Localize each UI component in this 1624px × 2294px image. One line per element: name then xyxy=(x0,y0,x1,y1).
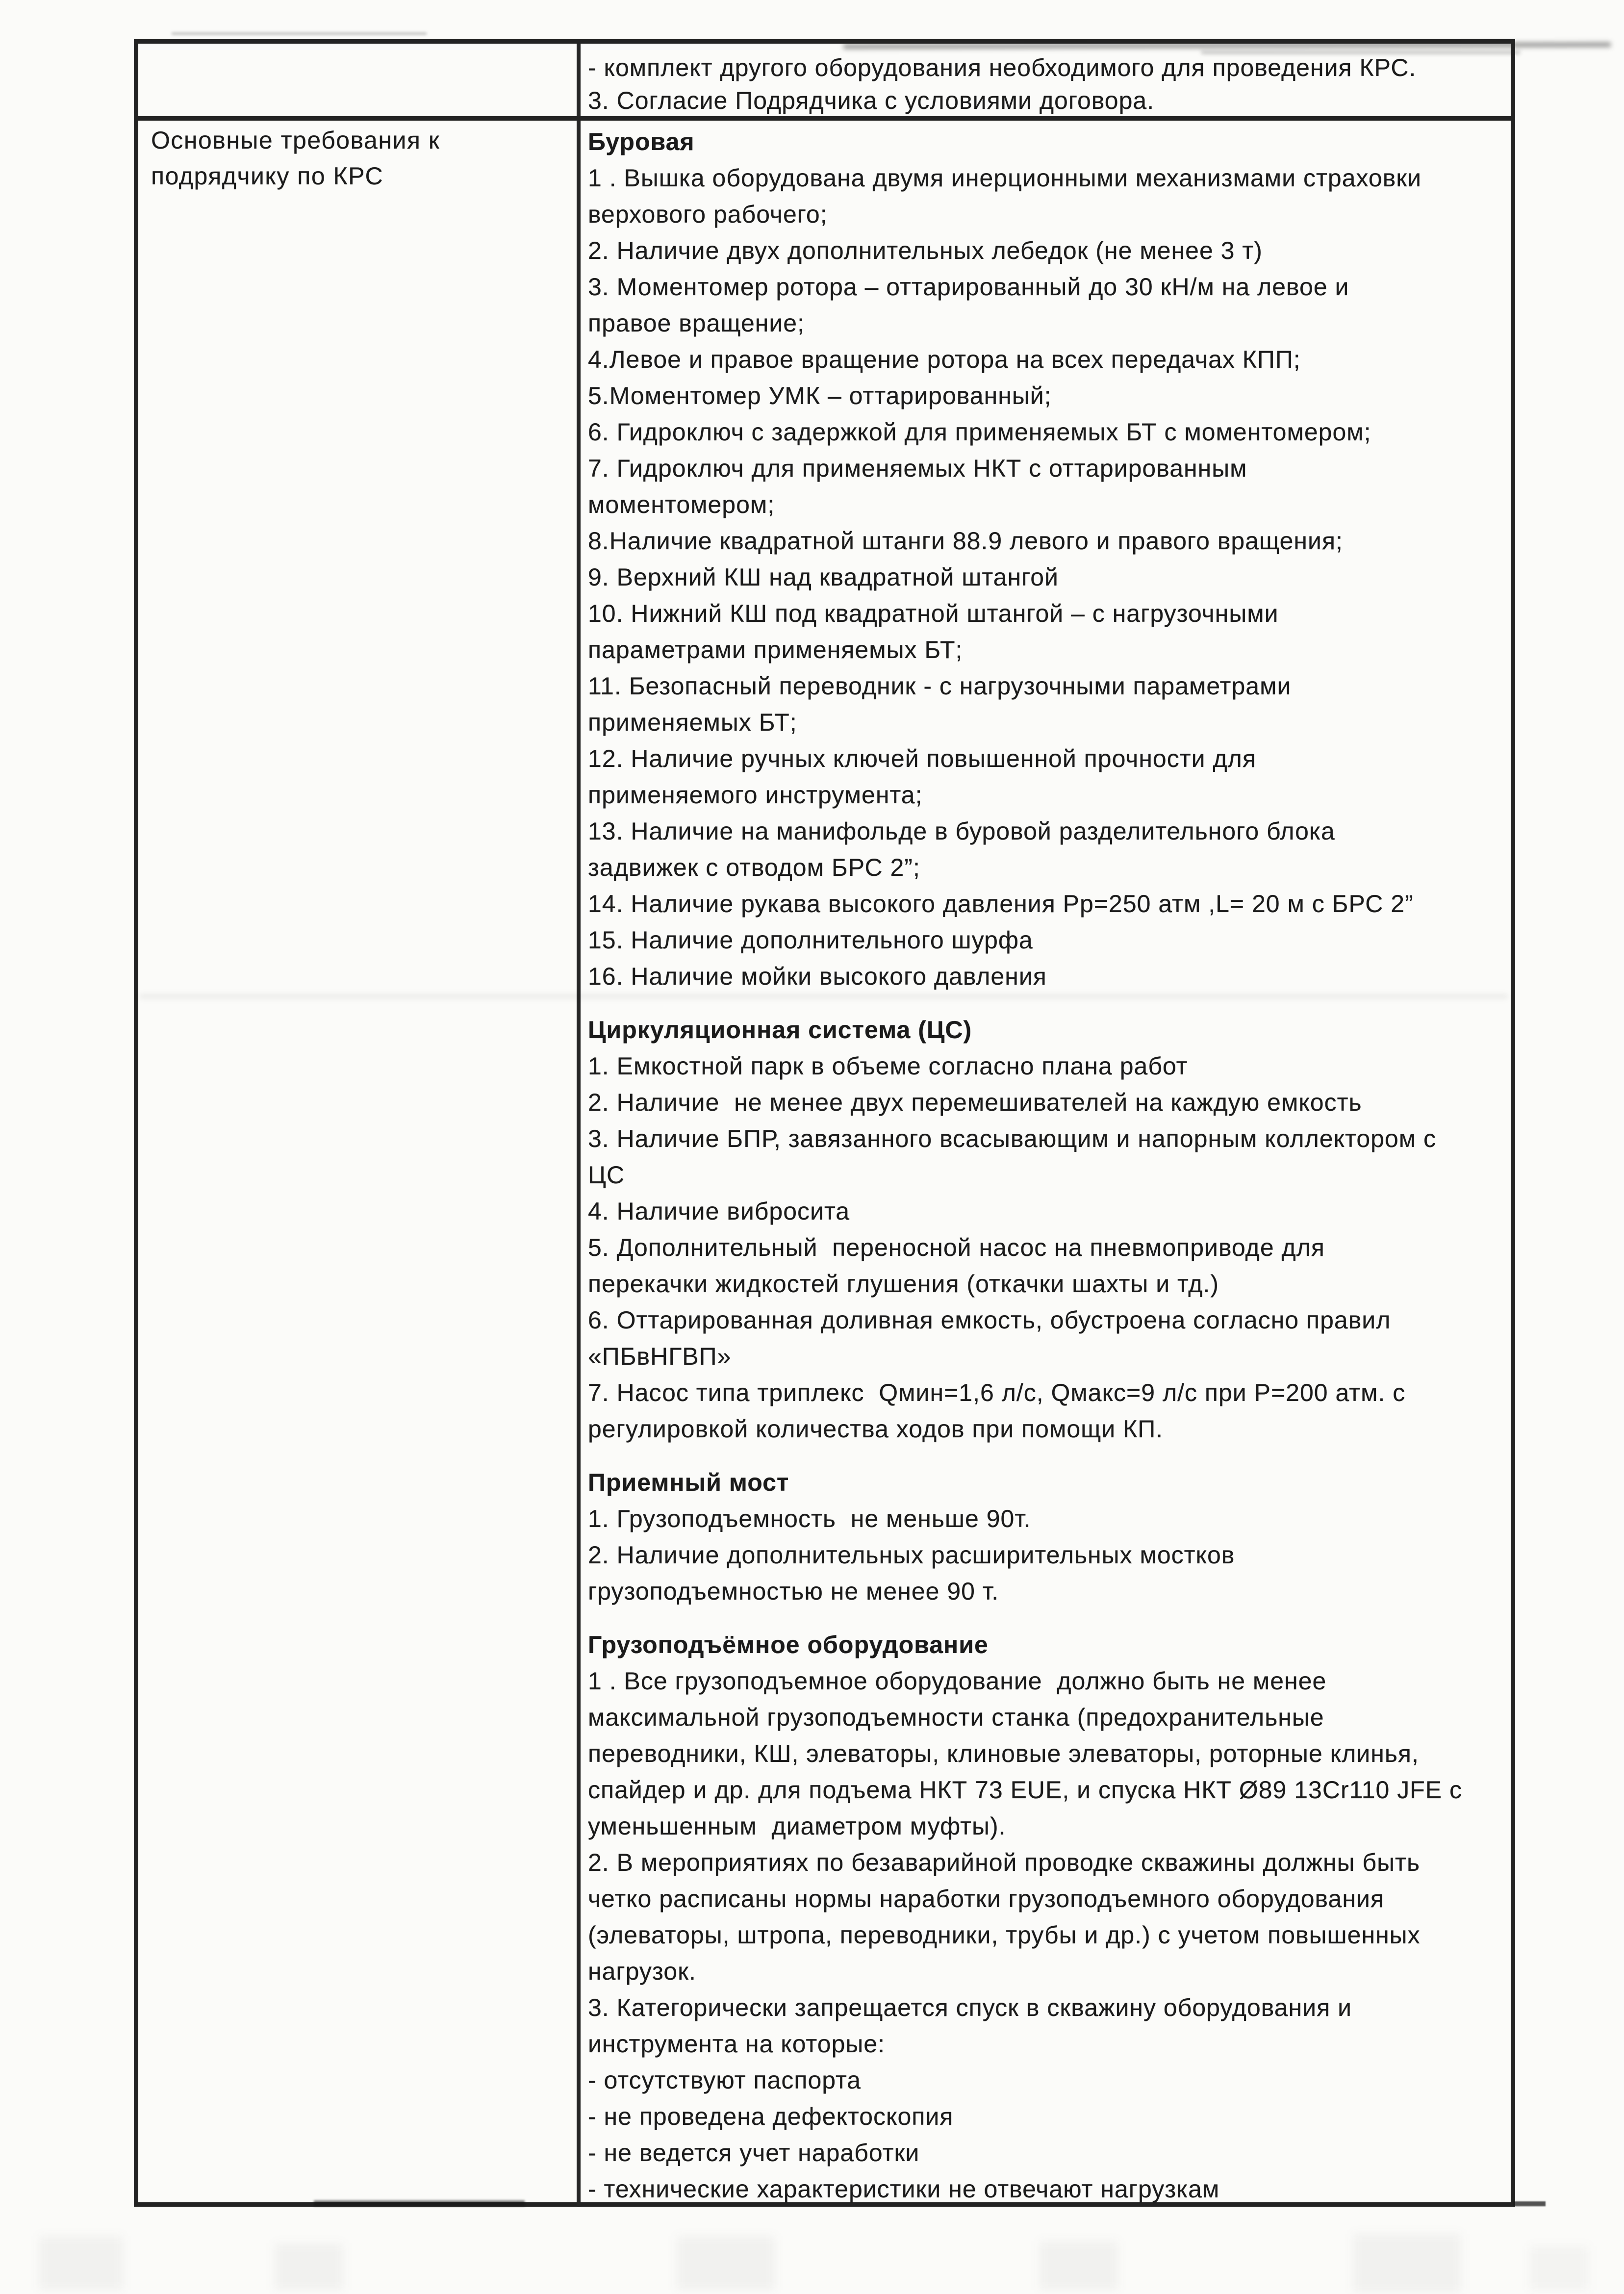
text-line: 3. Наличие БПР, завязанного всасывающим и напорным коллектором с xyxy=(588,1125,1437,1152)
scan-smudge-bottom xyxy=(275,2243,343,2290)
text-line: 11. Безопасный переводник - с нагрузочными параметрами xyxy=(588,672,1292,700)
text-line: 1 . Все грузоподъемное оборудование должно быть не менее xyxy=(588,1667,1327,1695)
list-item xyxy=(588,1048,1511,1084)
text-line: 1 . Вышка оборудована двумя инерционными механизмами страховки xyxy=(588,164,1422,192)
text-line: 4. Наличие вибросита xyxy=(588,1198,850,1225)
text-line: максимальной грузоподъемности станка (предохранительные xyxy=(588,1704,1324,1731)
table-row-continuation xyxy=(138,44,1511,121)
list-item xyxy=(588,958,1511,994)
section-2 xyxy=(588,1012,1511,1447)
list-item xyxy=(588,2171,1511,2207)
text-line: 8.Наличие квадратной штанги 88.9 левого и правого вращения; xyxy=(588,527,1343,555)
text-line: параметрами применяемых БТ; xyxy=(588,636,963,663)
scan-smudge-bottom xyxy=(1530,2246,1589,2290)
section-4 xyxy=(588,1627,1511,2207)
list-item xyxy=(588,378,1511,414)
list-item xyxy=(588,1989,1511,2062)
text-line: перекачки жидкостей глушения (откачки шахты и тд.) xyxy=(588,1270,1219,1298)
list-item xyxy=(588,1537,1511,1609)
list-item xyxy=(588,668,1511,740)
text-line: 4.Левое и правое вращение ротора на всех передачах КПП; xyxy=(588,346,1301,373)
text-line: 6. Гидроключ с задержкой для применяемых БТ с моментомером; xyxy=(588,418,1371,446)
scan-smudge-bottom xyxy=(1353,2234,1461,2293)
section-title: Циркуляционная система (ЦС) xyxy=(588,1016,972,1044)
list-item xyxy=(588,341,1511,378)
requirements-table xyxy=(134,39,1515,2207)
text-line: ЦС xyxy=(588,1161,625,1189)
list-item xyxy=(588,450,1511,523)
text-line: - комплект другого оборудования необходимого для проведения КРС. xyxy=(588,54,1417,81)
text-line: моментомером; xyxy=(588,491,775,518)
text-line: правое вращение; xyxy=(588,309,805,337)
list-item xyxy=(588,2098,1511,2135)
section-1 xyxy=(588,124,1511,994)
text-line: - отсутствуют паспорта xyxy=(588,2066,862,2094)
section-title: Грузоподъёмное оборудование xyxy=(588,1631,989,1658)
text-line: нагрузок. xyxy=(588,1958,696,1985)
text-line: 3. Согласие Подрядчика с условиями договора. xyxy=(588,87,1155,114)
text-line: 1. Емкостной парк в объеме согласно плана работ xyxy=(588,1052,1188,1080)
text-line: 6. Оттарированная доливная емкость, обустроена согласно правил xyxy=(588,1306,1391,1334)
text-line: (элеваторы, штропа, переводники, трубы и др.) с учетом повышенных xyxy=(588,1921,1421,1949)
table-row-main-requirements xyxy=(138,121,1511,2207)
text-line: применяемых БТ; xyxy=(588,709,797,736)
list-item xyxy=(588,2062,1511,2098)
list-item xyxy=(588,269,1511,341)
row1-content-cell xyxy=(581,44,1511,116)
list-item xyxy=(588,414,1511,450)
scan-smudge-bottom xyxy=(39,2236,123,2290)
text-line: 3. Категорически запрещается спуск в скважину оборудования и xyxy=(588,1994,1352,2021)
list-item xyxy=(588,813,1511,886)
text-line: 14. Наличие рукава высокого давления Рр=250 атм ,L= 20 м с БРС 2” xyxy=(588,890,1414,918)
text-line: 5. Дополнительный переносной насос на пневмоприводе для xyxy=(588,1234,1325,1261)
text-line: спайдер и др. для подъема НКТ 73 EUE, и спуска НКТ Ø89 13Cr110 JFE с xyxy=(588,1776,1462,1804)
text-line: 2. Наличие не менее двух перемешивателей на каждую емкость xyxy=(588,1089,1362,1116)
text-line: регулировкой количества ходов при помощи КП. xyxy=(588,1415,1164,1443)
section-3 xyxy=(588,1464,1511,1609)
list-item xyxy=(588,922,1511,958)
text-line: 16. Наличие мойки высокого давления xyxy=(588,963,1047,990)
list-item xyxy=(588,1121,1511,1193)
text-line: - технические характеристики не отвечают нагрузкам xyxy=(588,2175,1220,2203)
list-item xyxy=(588,232,1511,269)
list-item xyxy=(588,559,1511,595)
text-line: применяемого инструмента; xyxy=(588,781,923,809)
list-item xyxy=(588,886,1511,922)
text-line: верхового рабочего; xyxy=(588,201,828,228)
list-item xyxy=(588,595,1511,668)
text-line: 7. Насос типа триплекс Qмин=1,6 л/с, Qмакс=9 л/с при Р=200 атм. с xyxy=(588,1379,1406,1406)
text-line: задвижек с отводом БРС 2”; xyxy=(588,854,920,881)
text-line: - не ведется учет наработки xyxy=(588,2139,920,2167)
text-line: инструмента на которые: xyxy=(588,2030,886,2058)
list-item xyxy=(588,1663,1511,1844)
text-line: 2. Наличие двух дополнительных лебедок (не менее 3 т) xyxy=(588,237,1263,264)
text-line: 10. Нижний КШ под квадратной штангой – с нагрузочными xyxy=(588,600,1279,627)
list-item xyxy=(588,1375,1511,1447)
section-title: Приемный мост xyxy=(588,1469,789,1496)
text-line: 3. Моментомер ротора – оттарированный до 30 кН/м на левое и xyxy=(588,273,1349,301)
list-item xyxy=(588,1193,1511,1229)
list-item xyxy=(588,1084,1511,1121)
section-title: Буровая xyxy=(588,128,695,155)
text-line: 7. Гидроключ для применяемых НКТ с оттарированным xyxy=(588,455,1247,482)
text-line: - не проведена дефектоскопия xyxy=(588,2103,954,2130)
text-line: грузоподъемностью не менее 90 т. xyxy=(588,1578,999,1605)
row2-content-cell xyxy=(581,121,1511,2207)
text-line: 2. В мероприятиях по безаварийной проводке скважины должны быть xyxy=(588,1849,1421,1876)
text-line: уменьшенным диаметром муфты). xyxy=(588,1812,1006,1840)
list-item xyxy=(588,1229,1511,1302)
list-item xyxy=(588,2135,1511,2171)
text-line: переводники, КШ, элеваторы, клиновые элеваторы, роторные клинья, xyxy=(588,1740,1419,1767)
row1-label-cell xyxy=(138,44,581,116)
text-line: 9. Верхний КШ над квадратной штангой xyxy=(588,563,1059,591)
text-line: 5.Моментомер УМК – оттарированный; xyxy=(588,382,1052,409)
text-line: 12. Наличие ручных ключей повышенной прочности для xyxy=(588,745,1256,772)
scan-border-overshoot xyxy=(1513,2201,1546,2206)
text-line: «ПБвНГВП» xyxy=(588,1343,732,1370)
scan-streak-top-left xyxy=(172,32,427,35)
scan-smudge-bottom xyxy=(677,2236,775,2290)
list-item xyxy=(588,160,1511,232)
list-item xyxy=(588,1844,1511,1989)
list-item xyxy=(588,740,1511,813)
text-line: четко расписаны нормы наработки грузоподъемного оборудования xyxy=(588,1885,1384,1912)
list-item xyxy=(588,1501,1511,1537)
row2-label-cell xyxy=(138,121,581,2207)
text-line: 13. Наличие на манифольде в буровой разделительного блока xyxy=(588,817,1335,845)
row-label-line: подрядчику по КРС xyxy=(151,162,384,190)
text-line: 15. Наличие дополнительного шурфа xyxy=(588,926,1033,954)
list-item xyxy=(588,1302,1511,1375)
row-label-line: Основные требования к xyxy=(151,127,440,154)
list-item xyxy=(588,523,1511,559)
scan-smudge-bottom xyxy=(1040,2241,1118,2290)
text-line: 2. Наличие дополнительных расширительных мостков xyxy=(588,1541,1235,1569)
text-line: 1. Грузоподъемность не меньше 90т. xyxy=(588,1505,1031,1532)
